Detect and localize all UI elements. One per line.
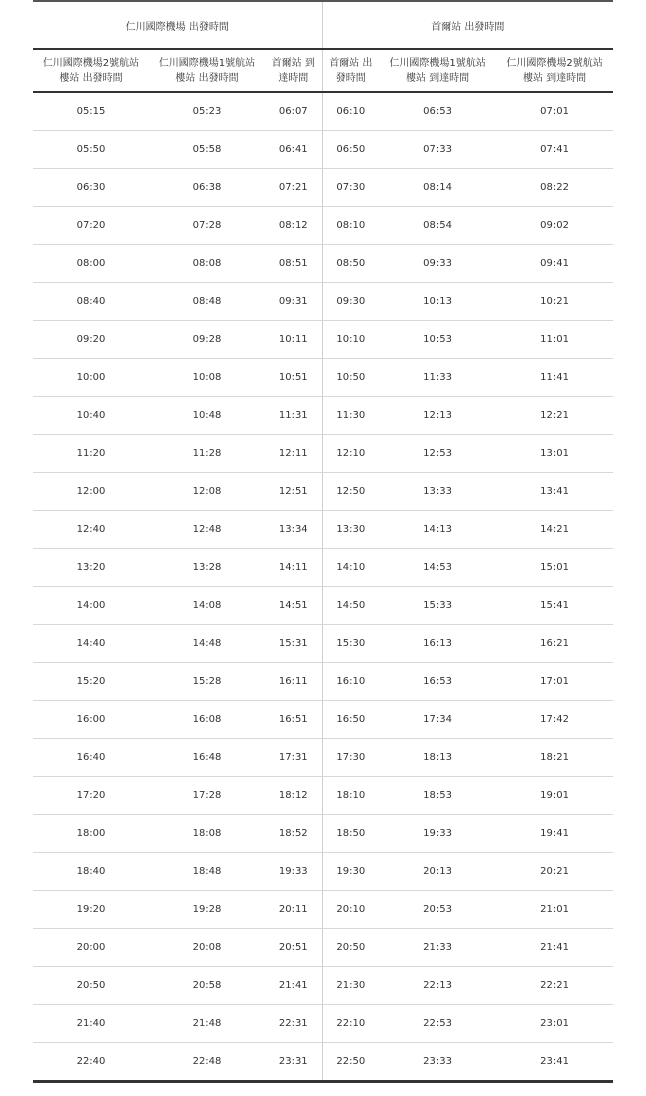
time-cell: 06:41 [265,131,322,169]
time-cell: 16:00 [33,701,149,739]
time-cell: 11:28 [149,435,265,473]
time-cell: 07:33 [379,131,496,169]
timetable [33,0,613,1083]
column-header-line: 樓站 出發時間 [175,72,239,84]
time-cell: 12:13 [379,397,496,435]
time-cell: 22:40 [33,1043,149,1082]
time-cell: 08:22 [496,169,613,207]
table-row [33,359,613,397]
time-cell: 07:28 [149,207,265,245]
time-cell: 18:08 [149,815,265,853]
time-cell: 12:51 [265,473,322,511]
table-row [33,815,613,853]
table-row [33,929,613,967]
table-row [33,663,613,701]
time-cell: 22:31 [265,1005,322,1043]
time-cell: 14:40 [33,625,149,663]
time-cell: 20:50 [322,929,379,967]
time-cell: 14:48 [149,625,265,663]
time-cell: 12:21 [496,397,613,435]
time-cell: 09:41 [496,245,613,283]
column-header-line: 首爾站 到 [271,57,315,69]
time-cell: 21:01 [496,891,613,929]
table-row [33,891,613,929]
time-cell: 08:51 [265,245,322,283]
time-cell: 17:31 [265,739,322,777]
time-cell: 15:31 [265,625,322,663]
time-cell: 19:30 [322,853,379,891]
time-cell: 08:54 [379,207,496,245]
column-header [496,49,613,92]
time-cell: 15:30 [322,625,379,663]
time-cell: 09:28 [149,321,265,359]
time-cell: 20:58 [149,967,265,1005]
time-cell: 13:01 [496,435,613,473]
table-row [33,625,613,663]
time-cell: 09:33 [379,245,496,283]
time-cell: 10:50 [322,359,379,397]
time-cell: 14:50 [322,587,379,625]
time-cell: 19:41 [496,815,613,853]
time-cell: 19:20 [33,891,149,929]
time-cell: 07:01 [496,92,613,131]
table-row [33,1005,613,1043]
time-cell: 16:10 [322,663,379,701]
time-cell: 17:42 [496,701,613,739]
time-cell: 10:10 [322,321,379,359]
time-cell: 06:07 [265,92,322,131]
time-cell: 11:33 [379,359,496,397]
time-cell: 08:00 [33,245,149,283]
table-row [33,169,613,207]
time-cell: 23:33 [379,1043,496,1082]
time-cell: 20:11 [265,891,322,929]
time-cell: 21:41 [265,967,322,1005]
time-cell: 22:53 [379,1005,496,1043]
time-cell: 14:51 [265,587,322,625]
column-header-line: 仁川國際機場1號航站 [158,57,256,69]
time-cell: 22:13 [379,967,496,1005]
time-cell: 10:00 [33,359,149,397]
time-cell: 21:48 [149,1005,265,1043]
column-header-line: 樓站 到達時間 [522,72,587,84]
time-cell: 09:20 [33,321,149,359]
time-cell: 19:33 [379,815,496,853]
table-row [33,853,613,891]
time-cell: 14:53 [379,549,496,587]
column-header-line: 發時間 [335,72,366,84]
column-header [322,49,379,92]
time-cell: 14:21 [496,511,613,549]
time-cell: 16:50 [322,701,379,739]
time-cell: 18:40 [33,853,149,891]
time-cell: 12:10 [322,435,379,473]
time-cell: 19:01 [496,777,613,815]
time-cell: 08:08 [149,245,265,283]
time-cell: 08:10 [322,207,379,245]
table-row [33,739,613,777]
column-header [265,49,322,92]
time-cell: 10:13 [379,283,496,321]
time-cell: 07:20 [33,207,149,245]
time-cell: 18:52 [265,815,322,853]
column-header-line: 仁川國際機場1號航站 [389,57,486,69]
time-cell: 19:28 [149,891,265,929]
time-cell: 06:50 [322,131,379,169]
time-cell: 17:30 [322,739,379,777]
time-cell: 20:08 [149,929,265,967]
time-cell: 09:02 [496,207,613,245]
time-cell: 17:34 [379,701,496,739]
time-cell: 18:21 [496,739,613,777]
time-cell: 12:11 [265,435,322,473]
table-row [33,511,613,549]
time-cell: 13:20 [33,549,149,587]
table-row [33,549,613,587]
column-header-line: 仁川國際機場2號航站 [506,57,603,69]
time-cell: 08:50 [322,245,379,283]
time-cell: 08:12 [265,207,322,245]
time-cell: 21:40 [33,1005,149,1043]
time-cell: 22:50 [322,1043,379,1082]
time-cell: 11:20 [33,435,149,473]
time-cell: 18:00 [33,815,149,853]
time-cell: 10:21 [496,283,613,321]
timetable-container [33,0,613,1083]
time-cell: 22:48 [149,1043,265,1082]
time-cell: 06:53 [379,92,496,131]
table-row [33,245,613,283]
table-row [33,1043,613,1082]
time-cell: 13:33 [379,473,496,511]
time-cell: 14:13 [379,511,496,549]
time-cell: 10:08 [149,359,265,397]
time-cell: 15:28 [149,663,265,701]
column-header-line: 樓站 出發時間 [59,72,123,84]
time-cell: 23:41 [496,1043,613,1082]
time-cell: 13:28 [149,549,265,587]
time-cell: 18:50 [322,815,379,853]
time-cell: 11:01 [496,321,613,359]
time-cell: 17:20 [33,777,149,815]
time-cell: 21:41 [496,929,613,967]
time-cell: 13:30 [322,511,379,549]
time-cell: 21:33 [379,929,496,967]
time-cell: 09:30 [322,283,379,321]
time-cell: 17:01 [496,663,613,701]
time-cell: 15:41 [496,587,613,625]
time-cell: 20:13 [379,853,496,891]
time-cell: 22:21 [496,967,613,1005]
time-cell: 16:13 [379,625,496,663]
column-header-line: 達時間 [278,72,309,84]
time-cell: 14:11 [265,549,322,587]
time-cell: 14:10 [322,549,379,587]
time-cell: 10:40 [33,397,149,435]
time-cell: 12:53 [379,435,496,473]
time-cell: 15:20 [33,663,149,701]
time-cell: 06:10 [322,92,379,131]
time-cell: 06:38 [149,169,265,207]
column-header-line: 樓站 到達時間 [405,72,470,84]
time-cell: 16:40 [33,739,149,777]
time-cell: 10:11 [265,321,322,359]
time-cell: 22:10 [322,1005,379,1043]
time-cell: 18:48 [149,853,265,891]
time-cell: 18:12 [265,777,322,815]
time-cell: 05:50 [33,131,149,169]
column-header [379,49,496,92]
time-cell: 15:33 [379,587,496,625]
group-header-incheon: 仁川國際機場 出發時間 [33,1,322,49]
time-cell: 20:53 [379,891,496,929]
time-cell: 08:40 [33,283,149,321]
time-cell: 23:31 [265,1043,322,1082]
time-cell: 20:00 [33,929,149,967]
time-cell: 11:30 [322,397,379,435]
time-cell: 20:10 [322,891,379,929]
time-cell: 08:48 [149,283,265,321]
time-cell: 12:00 [33,473,149,511]
time-cell: 15:01 [496,549,613,587]
time-cell: 18:53 [379,777,496,815]
time-cell: 13:41 [496,473,613,511]
time-cell: 23:01 [496,1005,613,1043]
time-cell: 13:34 [265,511,322,549]
time-cell: 11:41 [496,359,613,397]
time-cell: 10:51 [265,359,322,397]
time-cell: 16:11 [265,663,322,701]
time-cell: 05:15 [33,92,149,131]
table-row [33,283,613,321]
column-header-line: 首爾站 出 [329,57,373,69]
table-row [33,777,613,815]
time-cell: 12:08 [149,473,265,511]
time-cell: 18:10 [322,777,379,815]
table-row [33,967,613,1005]
time-cell: 12:40 [33,511,149,549]
time-cell: 06:30 [33,169,149,207]
time-cell: 12:50 [322,473,379,511]
time-cell: 07:30 [322,169,379,207]
time-cell: 21:30 [322,967,379,1005]
time-cell: 18:13 [379,739,496,777]
time-cell: 16:51 [265,701,322,739]
table-row [33,397,613,435]
table-row [33,321,613,359]
time-cell: 16:48 [149,739,265,777]
table-row [33,131,613,169]
table-row [33,207,613,245]
time-cell: 16:53 [379,663,496,701]
time-cell: 11:31 [265,397,322,435]
time-cell: 20:51 [265,929,322,967]
time-cell: 10:53 [379,321,496,359]
time-cell: 20:21 [496,853,613,891]
column-header [149,49,265,92]
column-header-line: 仁川國際機場2號航站 [42,57,140,69]
table-row [33,92,613,131]
time-cell: 05:23 [149,92,265,131]
time-cell: 14:08 [149,587,265,625]
time-cell: 08:14 [379,169,496,207]
time-cell: 16:08 [149,701,265,739]
table-row [33,473,613,511]
table-row [33,587,613,625]
time-cell: 09:31 [265,283,322,321]
table-row [33,435,613,473]
time-cell: 19:33 [265,853,322,891]
time-cell: 10:48 [149,397,265,435]
time-cell: 14:00 [33,587,149,625]
column-header [33,49,149,92]
group-header-seoul: 首爾站 出發時間 [322,1,613,49]
time-cell: 05:58 [149,131,265,169]
table-row [33,701,613,739]
time-cell: 20:50 [33,967,149,1005]
time-cell: 07:41 [496,131,613,169]
time-cell: 12:48 [149,511,265,549]
time-cell: 17:28 [149,777,265,815]
time-cell: 07:21 [265,169,322,207]
time-cell: 16:21 [496,625,613,663]
